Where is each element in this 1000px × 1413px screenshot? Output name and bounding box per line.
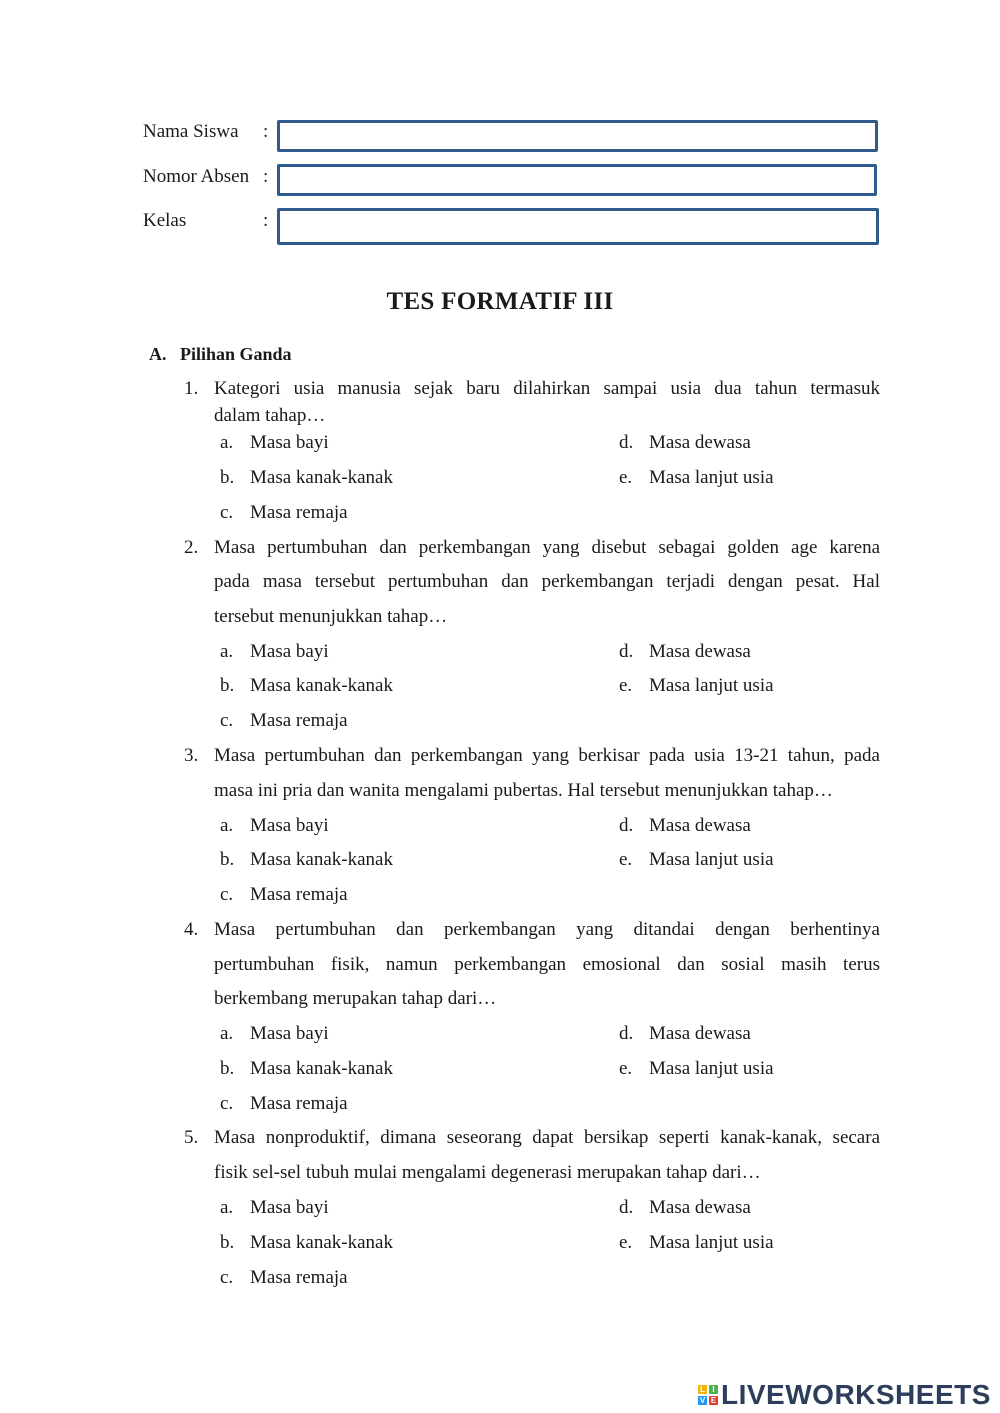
option-text: Masa bayi	[250, 1023, 329, 1044]
logo-tile: E	[710, 1396, 717, 1405]
logo-text: LIVEWORKSHEETS	[721, 1379, 991, 1410]
option-a[interactable]	[220, 432, 329, 454]
kelas-label: Kelas	[143, 210, 187, 231]
option-letter: d.	[619, 815, 634, 836]
nama-siswa-colon: :	[263, 121, 269, 142]
option-d[interactable]	[619, 1197, 751, 1219]
option-letter: a.	[220, 1197, 234, 1218]
option-letter: b.	[220, 675, 235, 696]
question-number: 4.	[184, 919, 199, 940]
option-text: Masa remaja	[250, 884, 348, 905]
logo-tile: L	[698, 1385, 707, 1394]
option-text: Masa kanak-kanak	[250, 849, 393, 870]
option-d[interactable]	[619, 1023, 751, 1045]
option-text: Masa lanjut usia	[649, 1232, 774, 1253]
option-text: Masa dewasa	[649, 1197, 751, 1218]
section-letter: A.	[149, 344, 167, 364]
option-letter: b.	[220, 467, 235, 488]
option-letter: d.	[619, 432, 634, 453]
question-text-line: dalam tahap…	[214, 405, 326, 426]
question-text-line: fisik sel-sel tubuh mulai mengalami degenerasi merupakan tahap dari…	[214, 1162, 761, 1183]
option-letter: b.	[220, 1058, 235, 1079]
option-text: Masa kanak-kanak	[250, 1058, 393, 1079]
logo-tile: V	[699, 1396, 706, 1405]
option-c[interactable]	[220, 502, 348, 524]
option-letter: d.	[619, 1023, 634, 1044]
option-text: Masa bayi	[250, 815, 329, 836]
option-text: Masa bayi	[250, 641, 329, 662]
option-text: Masa lanjut usia	[649, 675, 774, 696]
question-text-line: berkembang merupakan tahap dari…	[214, 988, 497, 1009]
option-letter: e.	[619, 467, 633, 488]
option-letter: d.	[619, 1197, 634, 1218]
question-text-line: Masa pertumbuhan dan perkembangan yang berkisar pada usia 13-21 tahun, pada	[214, 745, 880, 766]
option-text: Masa lanjut usia	[649, 467, 774, 488]
option-letter: c.	[220, 1267, 234, 1288]
nama-siswa-label: Nama Siswa	[143, 121, 239, 142]
nomor-absen-colon: :	[263, 166, 269, 187]
question-number: 5.	[184, 1127, 199, 1148]
kelas-colon: :	[263, 210, 269, 231]
option-text: Masa kanak-kanak	[250, 467, 393, 488]
option-a[interactable]	[220, 1197, 329, 1219]
option-a[interactable]	[220, 815, 329, 837]
option-d[interactable]	[619, 432, 751, 454]
question-number: 1.	[184, 378, 199, 399]
option-text: Masa dewasa	[649, 1023, 751, 1044]
option-letter: e.	[619, 675, 633, 696]
option-text: Masa remaja	[250, 1093, 348, 1114]
option-text: Masa bayi	[250, 432, 329, 453]
liveworksheets-logo[interactable]	[698, 1378, 996, 1412]
option-a[interactable]	[220, 1023, 329, 1045]
page-title: TES FORMATIF III	[386, 288, 614, 315]
option-letter: b.	[220, 1232, 235, 1253]
option-text: Masa kanak-kanak	[250, 675, 393, 696]
option-c[interactable]	[220, 1093, 348, 1115]
nomor-absen-input[interactable]	[277, 164, 877, 196]
option-letter: e.	[619, 849, 633, 870]
option-letter: a.	[220, 1023, 234, 1044]
option-b[interactable]	[220, 1232, 393, 1254]
option-letter: a.	[220, 641, 234, 662]
option-letter: a.	[220, 815, 234, 836]
option-b[interactable]	[220, 849, 393, 871]
option-e[interactable]	[619, 467, 774, 489]
kelas-input[interactable]	[277, 208, 879, 245]
option-letter: c.	[220, 884, 234, 905]
question-text-line: masa ini pria dan wanita mengalami pubertas. Hal tersebut menunjukkan tahap…	[214, 780, 833, 801]
option-b[interactable]	[220, 467, 393, 489]
question-text-line: Masa pertumbuhan dan perkembangan yang disebut sebagai golden age karena	[214, 537, 880, 558]
option-e[interactable]	[619, 675, 774, 697]
section-title: Pilihan Ganda	[180, 344, 292, 364]
question-text-line: pada masa tersebut pertumbuhan dan perkembangan terjadi dengan pesat. Hal	[214, 571, 880, 592]
option-text: Masa dewasa	[649, 815, 751, 836]
question-text-line: Masa pertumbuhan dan perkembangan yang ditandai dengan berhentinya	[214, 919, 880, 940]
option-a[interactable]	[220, 641, 329, 663]
option-c[interactable]	[220, 1267, 348, 1289]
option-b[interactable]	[220, 1058, 393, 1080]
option-text: Masa dewasa	[649, 641, 751, 662]
option-letter: e.	[619, 1058, 633, 1079]
question-text-line: pertumbuhan fisik, namun perkembangan emosional dan sosial masih terus	[214, 954, 880, 975]
option-d[interactable]	[619, 815, 751, 837]
option-letter: b.	[220, 849, 235, 870]
option-e[interactable]	[619, 849, 774, 871]
question-number: 2.	[184, 537, 199, 558]
logo-tile: I	[709, 1385, 718, 1394]
option-letter: e.	[619, 1232, 633, 1253]
option-letter: a.	[220, 432, 234, 453]
option-text: Masa bayi	[250, 1197, 329, 1218]
nomor-absen-label: Nomor Absen	[143, 166, 250, 187]
option-text: Masa lanjut usia	[649, 1058, 774, 1079]
option-c[interactable]	[220, 884, 348, 906]
option-text: Masa remaja	[250, 1267, 348, 1288]
option-e[interactable]	[619, 1058, 774, 1080]
question-text-line: Masa nonproduktif, dimana seseorang dapat bersikap seperti kanak-kanak, secara	[214, 1127, 880, 1148]
option-text: Masa remaja	[250, 502, 348, 523]
nama-siswa-input[interactable]	[277, 120, 878, 152]
option-e[interactable]	[619, 1232, 774, 1254]
option-d[interactable]	[619, 641, 751, 663]
option-letter: c.	[220, 1093, 234, 1114]
option-text: Masa dewasa	[649, 432, 751, 453]
option-text: Masa remaja	[250, 710, 348, 731]
question-number: 3.	[184, 745, 199, 766]
question-text-line: tersebut menunjukkan tahap…	[214, 606, 448, 627]
option-letter: c.	[220, 710, 234, 731]
option-letter: d.	[619, 641, 634, 662]
liveworksheets-logo-icon	[698, 1385, 718, 1405]
option-letter: c.	[220, 502, 234, 523]
question-text-line: Kategori usia manusia sejak baru dilahirkan sampai usia dua tahun termasuk	[214, 378, 880, 399]
option-b[interactable]	[220, 675, 393, 697]
option-c[interactable]	[220, 710, 348, 732]
option-text: Masa lanjut usia	[649, 849, 774, 870]
option-text: Masa kanak-kanak	[250, 1232, 393, 1253]
